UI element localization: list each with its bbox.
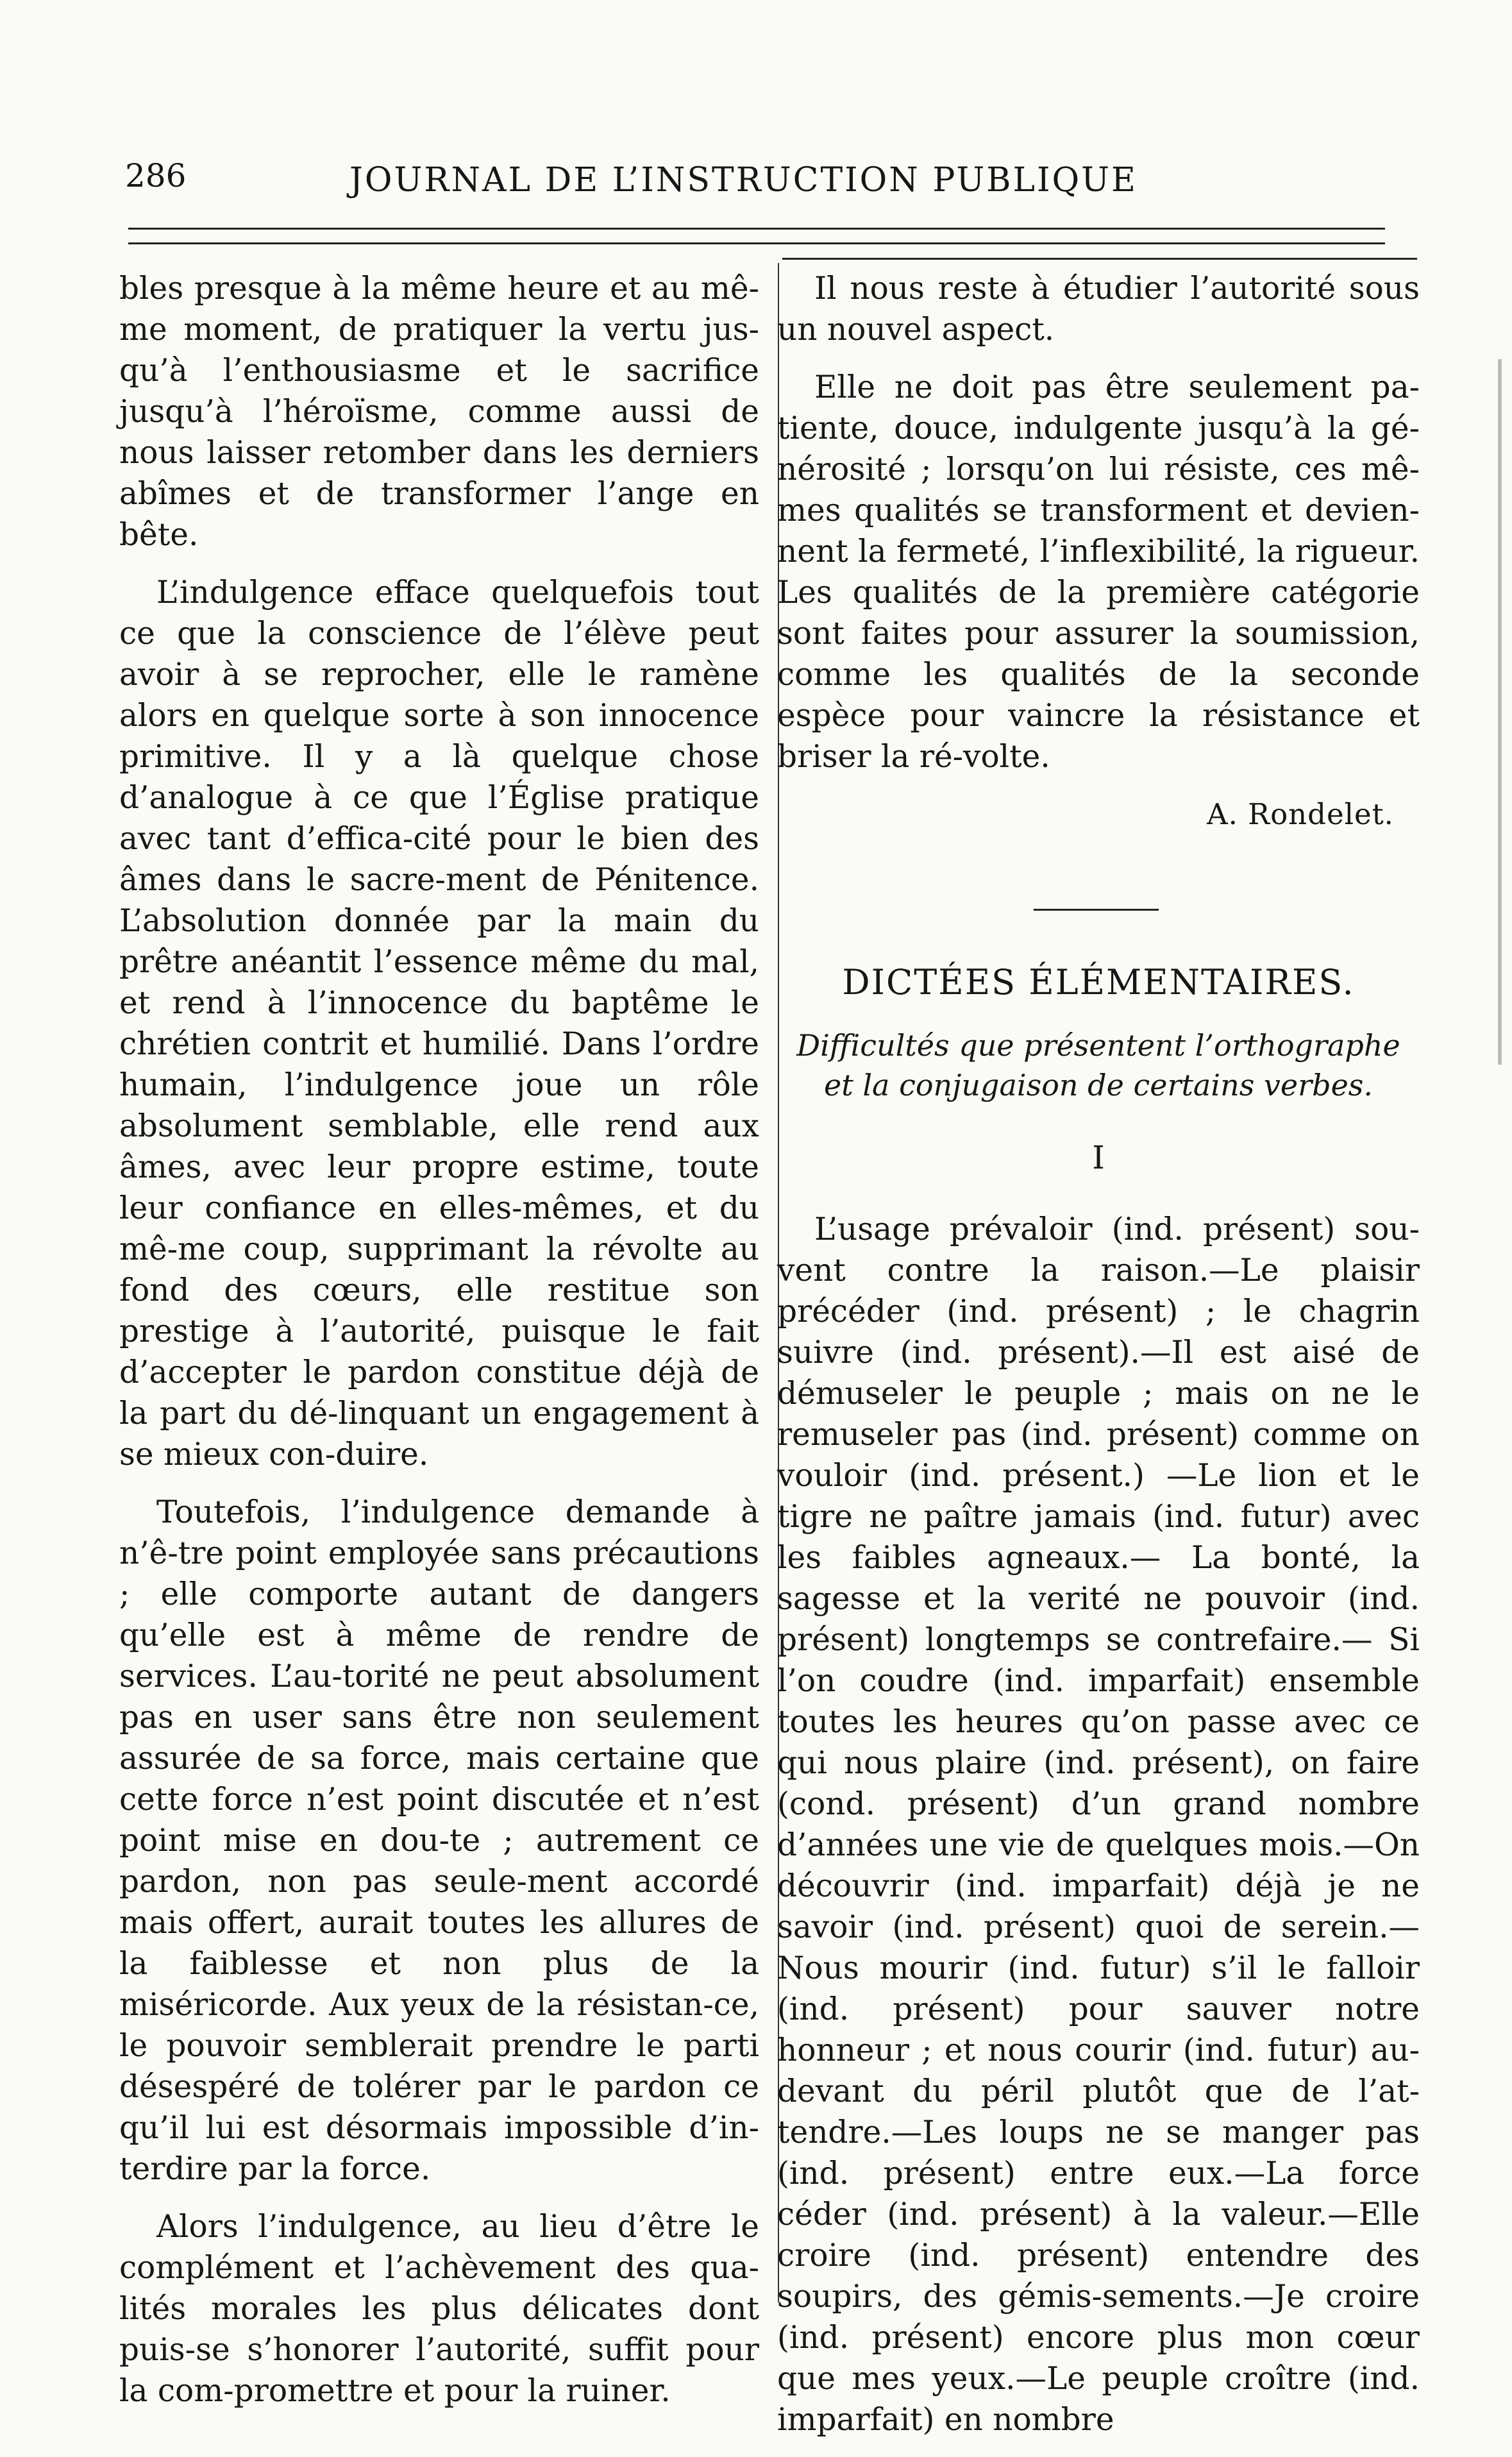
header-rule-top [128,228,1385,230]
right-paragraph-2: Elle ne doit pas être seulement pa-tiente, douce, indulgente jusqu’à la gé-nérosité ; lorsqu’on lui résiste, ces mê-mes qualités se transforment et devien-nent la fermeté, l’inflexibilité, la rigueur. Les qualités de la première catégorie sont faites pour assurer la soumission, comme les qualités de la seconde espèce pour vaincre la résistance et briser la ré-volte. [777,369,1420,775]
dictation-text: L’usage prévaloir (ind. présent) sou-vent contre la raison.—Le plaisir précéder (ind. présent) ; le chagrin suivre (ind. présent).—Il est aisé de démuseler le peuple ; mais on ne le remuseler pas (ind. présent) comme on vouloir (ind. présent.) —Le lion et le tigre ne paître jamais (ind. futur) avec les faibles agneaux.— La bonté, la sagesse et la verité ne pouvoir (ind. présent) longtemps se contrefaire.— Si l’on coudre (ind. imparfait) ensemble toutes les heures qu’on passe avec ce qui nous plaire (ind. présent), on faire (cond. présent) d’un grand nombre d’années une vie de quelques mois.—On découvrir (ind. imparfait) déjà je ne savoir (ind. présent) quoi de serein.—Nous mourir (ind. futur) s’il le falloir (ind. présent) pour sauver notre honneur ; et nous courir (ind. futur) au-devant du péril plutôt que de l’at-tendre.—Les loups ne se manger pas (ind. présent) entre eux.—La force céder (ind. présent) à la valeur.—Elle croire (ind. présent) entendre des soupirs, des gémis-sements.—Je croire (ind. présent) encore plus mon cœur que mes yeux.—Le peuple croître (ind. imparfait) en nombre [777,1212,1420,2438]
column-top-rule [782,258,1417,260]
left-paragraph-2: L’indulgence efface quelquefois tout ce que la conscience de l’élève peut avoir à se reprocher, elle le ramène alors en quelque sorte à son innocence primitive. Il y a là quelque chose d’analogue à ce que l’Église pratique avec tant d’effica-cité pour le bien des âmes dans le sacre-ment de Pénitence. L’absolution donnée par la main du prêtre anéantit l’essence même du mal, et rend à l’innocence du baptême le chrétien contrit et humilié. Dans l’ordre humain, l’indulgence joue un rôle absolument semblable, elle rend aux âmes, avec leur propre estime, toute leur confiance en elles-mêmes, et du mê-me coup, supprimant la révolte au fond des cœurs, elle restitue son prestige à l’autorité, puisque le fait d’accepter le pardon constitue déjà de la part du dé-linquant un engagement à se mieux con-duire. [119,575,759,1473]
left-column [119,268,759,2428]
section-separator [1034,909,1159,911]
section-subtitle: Difficultés que présentent l’orthographe et la conjugaison de certains verbes. [796,1028,1400,1102]
journal-title: JOURNAL DE L’INSTRUCTION PUBLIQUE [349,161,1138,199]
left-paragraph-1: bles presque à la même heure et au mê-me moment, de pratiquer la vertu jus-qu’à l’enthousiasme et le sacrifice jusqu’à l’héroïsme, comme aussi de nous laisser retomber dans les derniers abîmes et de transformer l’ange en bête. [119,271,759,553]
exercise-number: I [1092,1139,1105,1176]
scan-edge-mark [1498,359,1502,1065]
author-signature: A. Rondelet. [1207,797,1394,831]
section-title: DICTÉES ÉLÉMENTAIRES. [842,962,1355,1002]
left-paragraph-3: Toutefois, l’indulgence demande à n’ê-tre point employée sans précautions ; elle comporte autant de dangers qu’elle est à même de rendre de services. L’au-torité ne peut absolument pas en user sans être non seulement assurée de sa force, mais certaine que cette force n’est point discutée et n’est point mise en dou-te ; autrement ce pardon, non pas seule-ment accordé mais offert, aurait toutes les allures de la faiblesse et non plus de la miséricorde. Aux yeux de la résistan-ce, le pouvoir semblerait prendre le parti désespéré de tolérer par le pardon ce qu’il lui est désormais impossible d’in-terdire par la force. [119,1494,759,2187]
header-rule-bottom [128,242,1385,244]
page-number: 286 [125,157,187,194]
left-paragraph-4: Alors l’indulgence, au lieu d’être le complément et l’achèvement des qua-lités morales les plus délicates dont puis-se s’honorer l’autorité, suffit pour la com-promettre et pour la ruiner. [119,2209,759,2409]
page-header [125,157,1414,215]
right-paragraph-1: Il nous reste à étudier l’autorité sous un nouvel aspect. [777,271,1420,348]
right-column [777,268,1420,2457]
